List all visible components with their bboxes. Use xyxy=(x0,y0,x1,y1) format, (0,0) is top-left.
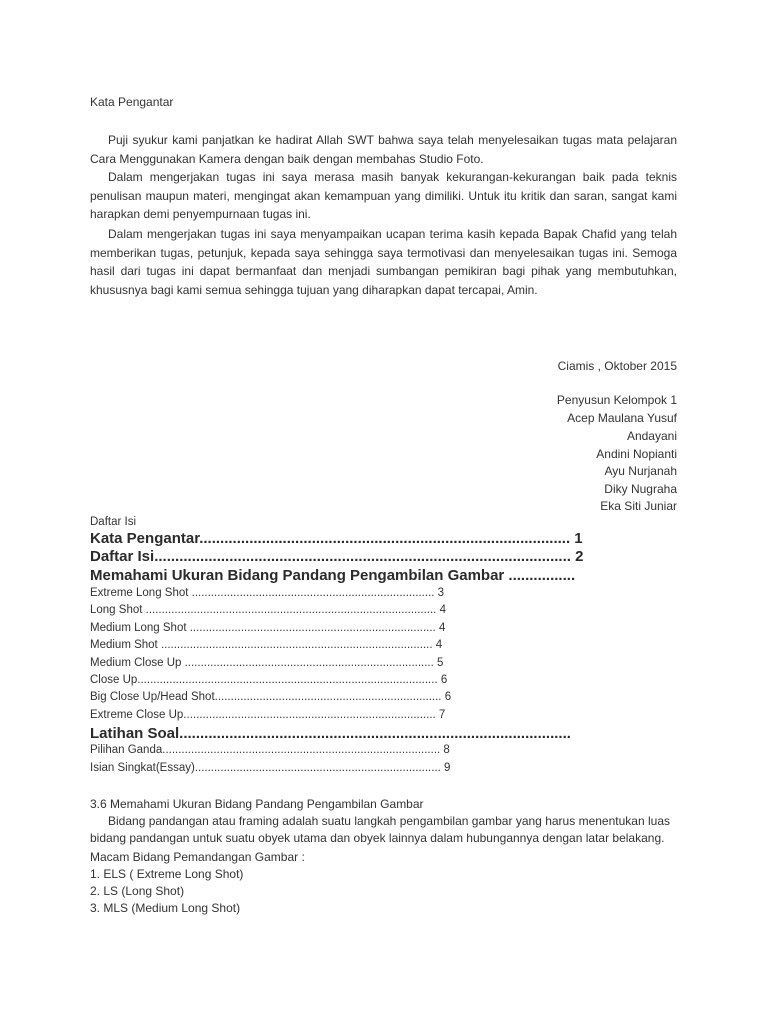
toc-entry: Extreme Close Up............................................................................... 7 xyxy=(90,709,446,721)
preface-title: Kata Pengantar xyxy=(90,95,174,109)
signature-member: Andayani xyxy=(626,429,677,443)
toc-entry: Isian Singkat(Essay)............................................................................. 9 xyxy=(90,762,451,774)
toc-entry: Latihan Soal.............................................................................................. xyxy=(90,725,571,742)
section-heading: 3.6 Memahami Ukuran Bidang Pandang Pengambilan Gambar xyxy=(90,797,424,811)
toc-entry: Medium Close Up .............................................................................. 5 xyxy=(90,657,444,669)
toc-entry: Pilihan Ganda....................................................................................... 8 xyxy=(90,744,450,756)
signature-member: Ayu Nurjanah xyxy=(604,464,677,478)
signature-member: Diky Nugraha xyxy=(604,482,677,496)
signature-member: Acep Maulana Yusuf xyxy=(567,411,677,425)
section-paragraph: Bidang pandangan atau framing adalah suatu langkah pengambilan gambar yang harus menentukan luas bidang pandangan untuk suatu obyek utama dan obyek lainnya dalam hubungannya dengan latar belakang. xyxy=(90,814,670,845)
toc-entry: Daftar Isi.................................................................................................... 2 xyxy=(90,548,584,565)
signature-member: Andini Nopianti xyxy=(596,447,677,461)
preface-paragraph-2: Dalam mengerjakan tugas ini saya merasa masih banyak kekurangan-kekurangan baik pada teknis penulisan maupun materi, mengingat akan kemampuan yang dimiliki. Untuk itu kritik dan saran, sangat kami harapkan demi penyempurnaan tugas ini. xyxy=(90,170,677,221)
toc-entry: Medium Long Shot ............................................................................. 4 xyxy=(90,622,446,634)
signature-place-date: Ciamis , Oktober 2015 xyxy=(557,359,677,373)
preface-paragraph-3: Dalam mengerjakan tugas ini saya menyampaikan ucapan terima kasih kepada Bapak Chafid yang telah memberikan tugas, petunjuk, kepada saya sehingga saya termotivasi dan menyelesaikan tugas ini. Semoga hasil dari tugas ini dapat bermanfaat dan menjadi sumbangan pemikiran bagi pihak yang membutuhkan, khususnya bagi kami semua sehingga tujuan yang diharapkan dapat tercapai, Amin. xyxy=(90,227,677,297)
toc-entry: Kata Pengantar......................................................................................... 1 xyxy=(90,530,583,547)
toc-entry: Medium Shot ..................................................................................... 4 xyxy=(90,639,443,651)
section-list-item: 3. MLS (Medium Long Shot) xyxy=(90,901,241,915)
toc-entry: Long Shot ........................................................................................... 4 xyxy=(90,604,446,616)
toc-entry: Close Up.............................................................................................. 6 xyxy=(90,674,448,686)
preface-paragraph-1: Puji syukur kami panjatkan ke hadirat Allah SWT bahwa saya telah menyelesaikan tugas mata pelajaran Cara Menggunakan Kamera dengan baik dengan membahas Studio Foto. xyxy=(90,133,677,166)
toc-title: Daftar Isi xyxy=(90,516,137,528)
signature-member: Eka Siti Juniar xyxy=(600,499,677,513)
toc-entry: Extreme Long Shot ............................................................................ 3 xyxy=(90,587,445,599)
toc-entry: Memahami Ukuran Bidang Pandang Pengambilan Gambar ................ xyxy=(90,567,576,584)
section-list-item: 1. ELS ( Extreme Long Shot) xyxy=(90,867,244,881)
section-list-item: 2. LS (Long Shot) xyxy=(90,884,185,898)
signature-group: Penyusun Kelompok 1 xyxy=(556,393,677,407)
toc-entry: Big Close Up/Head Shot....................................................................... 6 xyxy=(90,691,452,703)
section-list-title: Macam Bidang Pemandangan Gambar : xyxy=(90,850,305,864)
